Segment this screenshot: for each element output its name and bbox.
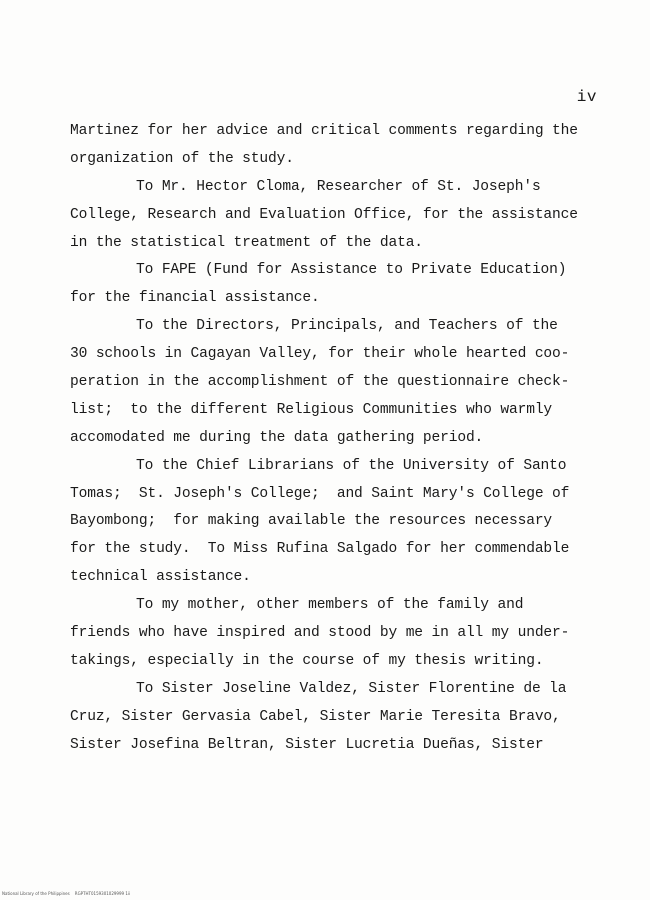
text-line: peration in the accomplishment of the questionnaire check- <box>70 374 570 391</box>
text-line: friends who have inspired and stood by me in all my under- <box>70 625 570 642</box>
text-line: Cruz, Sister Gervasia Cabel, Sister Marie Teresita Bravo, <box>70 708 561 725</box>
text-line: Tomas; St. Joseph's College; and Saint Mary's College of <box>70 485 570 502</box>
text-line: for the financial assistance. <box>70 290 320 307</box>
text-line: organization of the study. <box>70 150 294 167</box>
text-line: Martinez for her advice and critical comments regarding the <box>70 123 578 139</box>
text-line: To the Chief Librarians of the University of Santo <box>136 457 567 474</box>
text-line: 30 schools in Cagayan Valley, for their whole hearted coo- <box>70 346 570 363</box>
text-line: accomodated me during the data gathering period. <box>70 429 484 446</box>
acknowledgment-text <box>70 118 590 759</box>
text-line: To the Directors, Principals, and Teachers of the <box>136 318 558 335</box>
library-footer-stamp: National Library of the Philippines RGPTHT0159301029999 1ii <box>2 891 131 896</box>
text-line: To FAPE (Fund for Assistance to Private Education) <box>136 262 567 279</box>
text-line: To Mr. Hector Cloma, Researcher of St. Joseph's <box>136 178 541 195</box>
text-line: technical assistance. <box>70 569 251 586</box>
page-number: iv <box>576 88 597 106</box>
text-line: in the statistical treatment of the data. <box>70 234 423 251</box>
text-line: To Sister Joseline Valdez, Sister Florentine de la <box>136 680 567 697</box>
text-line: Sister Josefina Beltran, Sister Lucretia Dueñas, Sister <box>70 736 544 753</box>
text-line: takings, especially in the course of my thesis writing. <box>70 652 544 669</box>
text-line: Bayombong; for making available the resources necessary <box>70 513 553 530</box>
text-line: To my mother, other members of the family and <box>136 597 524 614</box>
text-line: College, Research and Evaluation Office, for the assistance <box>70 206 578 223</box>
text-line: for the study. To Miss Rufina Salgado for her commendable <box>70 541 570 558</box>
text-line: list; to the different Religious Communities who warmly <box>70 401 553 418</box>
